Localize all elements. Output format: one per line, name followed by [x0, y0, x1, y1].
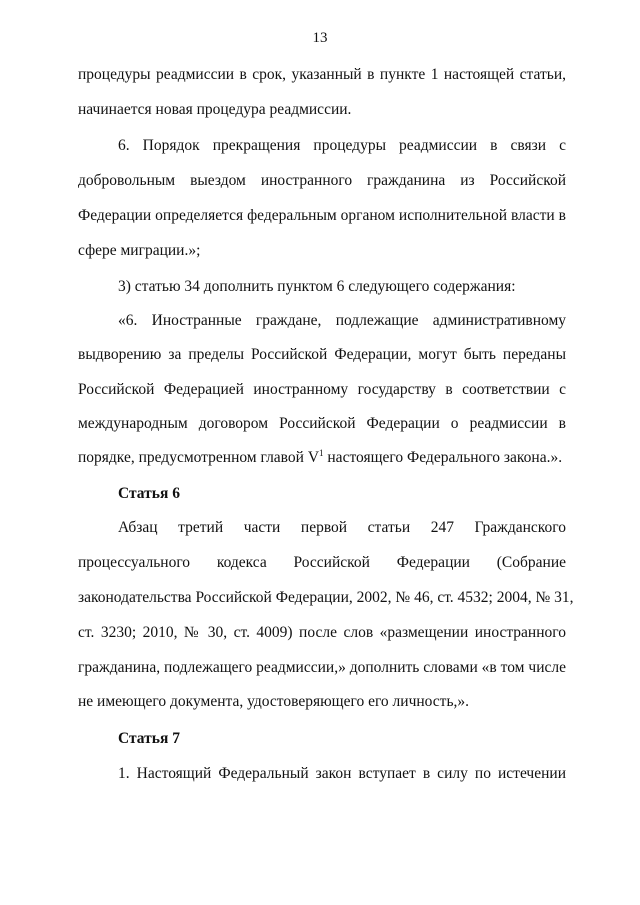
paragraph-line: 6. Порядок прекращения процедуры реадмиссии в связи с: [118, 137, 566, 154]
paragraph-line: добровольным выездом иностранного гражданина из Российской: [78, 172, 566, 189]
paragraph-line: «6. Иностранные граждане, подлежащие административному: [118, 312, 566, 329]
paragraph-line: сфере миграции.»;: [78, 242, 201, 259]
paragraph-line: 1. Настоящий Федеральный закон вступает в силу по истечении: [118, 765, 566, 782]
paragraph-line: ст. 3230; 2010, № 30, ст. 4009) после слов «размещении иностранного: [78, 624, 566, 641]
superscript: 1: [319, 448, 324, 458]
paragraph-line: не имеющего документа, удостоверяющего его личность,».: [78, 693, 470, 710]
paragraph-line: процессуального кодекса Российской Федерации (Собрание: [78, 554, 566, 571]
article-heading: Статья 7: [118, 730, 180, 747]
line-text: порядке, предусмотренном главой V: [78, 449, 320, 466]
paragraph-line: международным договором Российской Федерации о реадмиссии в: [78, 415, 566, 432]
paragraph-line: Абзац третий части первой статьи 247 Гражданского: [118, 519, 566, 536]
paragraph-line: Федерации определяется федеральным органом исполнительной власти в: [78, 207, 566, 224]
article-heading: Статья 6: [118, 485, 180, 502]
paragraph-line: процедуры реадмиссии в срок, указанный в пункте 1 настоящей статьи,: [78, 66, 566, 83]
paragraph-line: начинается новая процедура реадмиссии.: [78, 101, 352, 118]
paragraph-line: гражданина, подлежащего реадмиссии,» дополнить словами «в том числе: [78, 659, 566, 676]
paragraph-line: Российской Федерацией иностранному государству в соответствии с: [78, 381, 566, 398]
paragraph-line: законодательства Российской Федерации, 2002, № 46, ст. 4532; 2004, № 31,: [78, 589, 574, 606]
page-number: 13: [312, 30, 328, 46]
line-text: настоящего Федерального закона.».: [323, 449, 563, 466]
paragraph-line: выдворению за пределы Российской Федерации, могут быть переданы: [78, 346, 566, 363]
paragraph-line: 3) статью 34 дополнить пунктом 6 следующего содержания:: [118, 278, 516, 295]
paragraph-line: [78, 448, 566, 468]
